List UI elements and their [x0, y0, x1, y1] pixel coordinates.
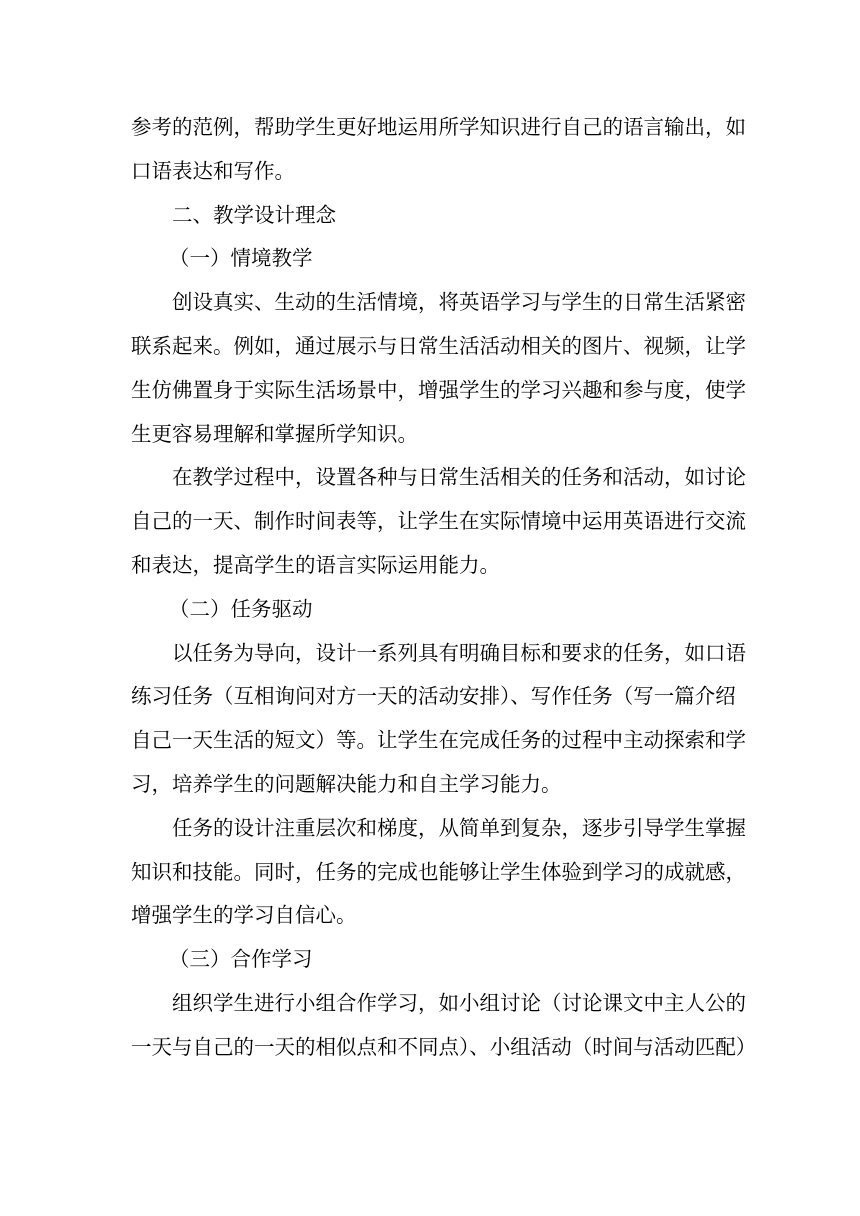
paragraph-line: 在教学过程中，设置各种与日常生活相关的任务和活动，如讨论: [172, 465, 746, 490]
subsection-heading: （二）任务驱动: [169, 596, 313, 621]
subsection-heading: （三）合作学习: [169, 947, 313, 972]
paragraph-line: 以任务为导向，设计一系列具有明确目标和要求的任务，如口语: [172, 640, 746, 665]
paragraph-line: 参考的范例，帮助学生更好地运用所学知识进行自己的语言输出，如: [131, 115, 746, 139]
paragraph-line: 生更容易理解和掌握所学知识。: [131, 421, 418, 446]
paragraph-line: 自己一天生活的短文）等。让学生在完成任务的过程中主动探索和学: [131, 728, 746, 753]
paragraph-line: 口语表达和写作。: [131, 158, 295, 183]
paragraph-line: 知识和技能。同时，任务的完成也能够让学生体验到学习的成就感，: [131, 859, 746, 884]
paragraph-line: 自己的一天、制作时间表等，让学生在实际情境中运用英语进行交流: [131, 509, 746, 534]
subsection-heading: （一）情境教学: [169, 246, 313, 271]
paragraph-line: 生仿佛置身于实际生活场景中，增强学生的学习兴趣和参与度，使学: [131, 377, 746, 402]
paragraph-line: 创设真实、生动的生活情境，将英语学习与学生的日常生活紧密: [172, 290, 746, 315]
section-heading: 二、教学设计理念: [172, 202, 336, 227]
paragraph-line: 和表达，提高学生的语言实际运用能力。: [131, 552, 500, 577]
paragraph-line: 练习任务（互相询问对方一天的活动安排）、写作任务（写一篇介绍: [131, 684, 736, 709]
paragraph-line: 一天与自己的一天的相似点和不同点）、小组活动（时间与活动匹配）: [131, 1034, 757, 1059]
paragraph-line: 联系起来。例如，通过展示与日常生活活动相关的图片、视频，让学: [131, 333, 746, 358]
paragraph-line: 习，培养学生的问题解决能力和自主学习能力。: [131, 771, 562, 796]
paragraph-line: 组织学生进行小组合作学习，如小组讨论（讨论课文中主人公的: [172, 990, 746, 1015]
paragraph-line: 任务的设计注重层次和梯度，从简单到复杂，逐步引导学生掌握: [172, 815, 746, 840]
document-body: [131, 106, 757, 1070]
paragraph-line: 增强学生的学习自信心。: [131, 903, 357, 928]
